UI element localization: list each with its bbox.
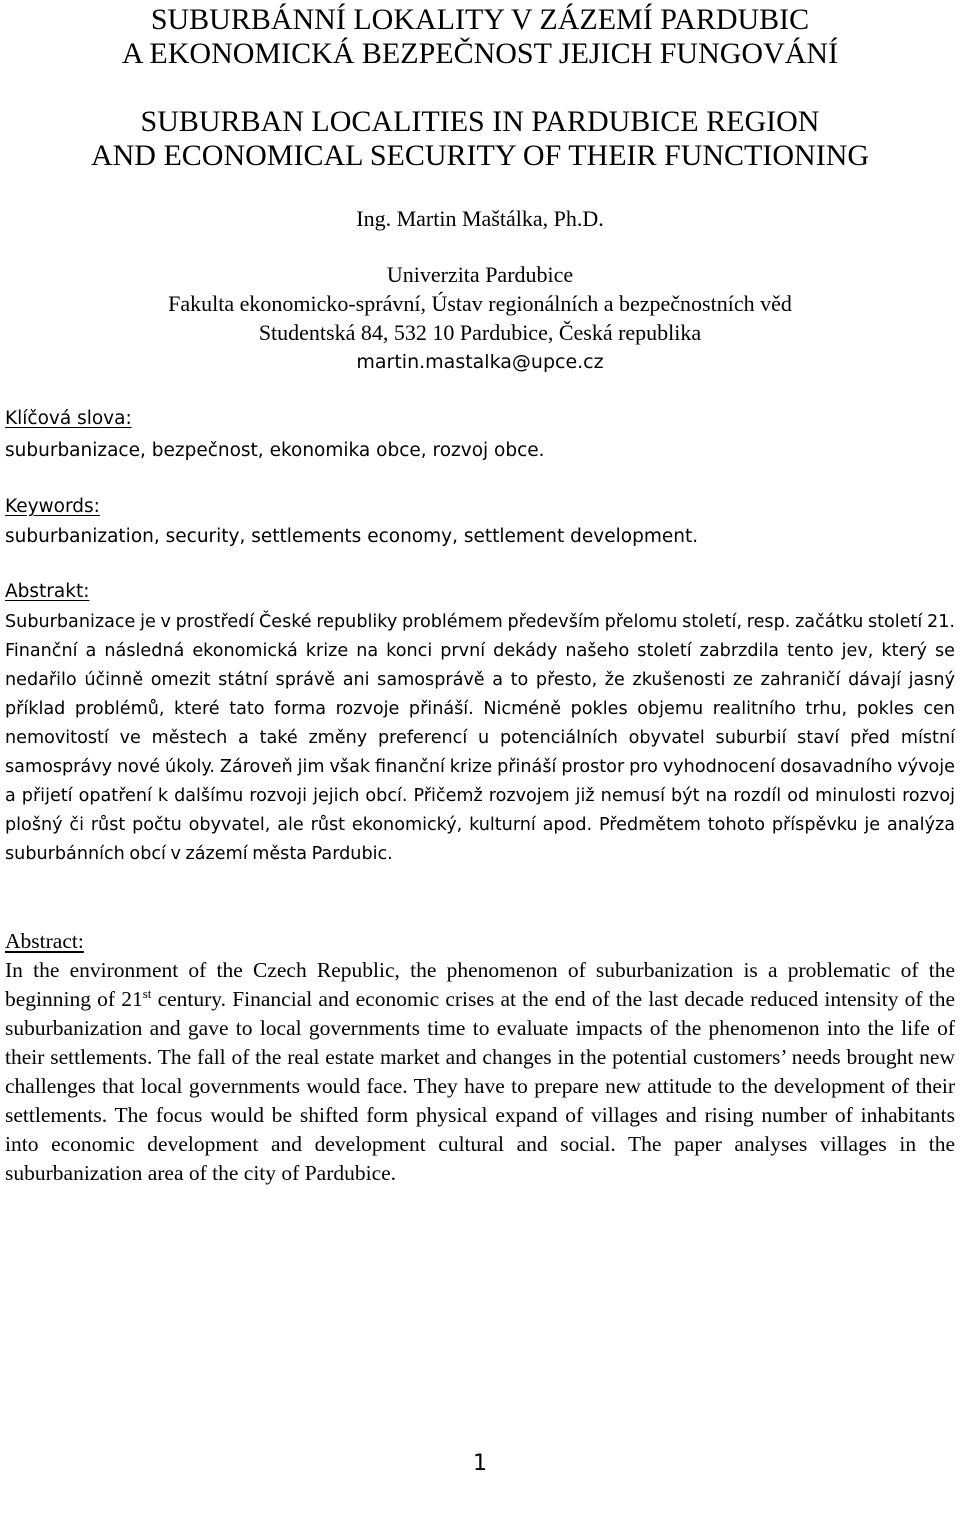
affiliation-faculty: Fakulta ekonomicko-správní, Ústav regionálních a bezpečnostních věd <box>168 291 792 316</box>
page-number: 1 <box>473 1451 487 1476</box>
abstract-cz-label: Abstrakt: <box>5 581 90 602</box>
title-cz-line-2: A EKONOMICKÁ BEZPEČNOST JEJICH FUNGOVÁNÍ <box>121 37 839 70</box>
keywords-en-label: Keywords: <box>5 496 100 517</box>
keywords-cz-text: suburbanizace, bezpečnost, ekonomika obce, rozvoj obce. <box>5 440 545 461</box>
abstract-cz-text: Suburbanizace je v prostředí České republiky problémem především přelomu století, resp. začátku století 21. Finanční a následná ekonomická krize na konci první dekády našeho století zabrzdila tento jev, který se nedařilo účinně omezit státní správě ani samosprávě a to přesto, že zkušenosti ze zahraničí dávají jasný příklad problémů, které tato forma rozvoje přináší. Nicméně pokles objemu realitního trhu, pokles cen nemovitostí ve městech a také změny preferencí u potenciálních obyvatel suburbií staví před místní samosprávy nové úkoly. Zároveň jim však finanční krize přináší prostor pro vyhodnocení dosavadního vývoje a přijetí opatření k dalšímu rozvoji jejich obcí. Přičemž rozvojem již nemusí být na rozdíl od minulosti rozvoj plošný či růst počtu obyvatel, ale růst ekonomický, kulturní apod. Předmětem tohoto příspěvku je analýza suburbánních obcí v zázemí města Pardubic. <box>5 612 955 864</box>
keywords-cz-label: Klíčová slova: <box>5 408 132 429</box>
title-en-line-1: SUBURBAN LOCALITIES IN PARDUBICE REGION <box>140 105 820 138</box>
keywords-en-text: suburbanization, security, settlements economy, settlement development. <box>5 526 699 547</box>
title-en-line-2: AND ECONOMICAL SECURITY OF THEIR FUNCTIONING <box>90 139 870 172</box>
author-email: martin.mastalka@upce.cz <box>356 351 604 373</box>
affiliation-address: Studentská 84, 532 10 Pardubice, Česká republika <box>258 320 702 345</box>
title-cz-line-1: SUBURBÁNNÍ LOKALITY V ZÁZEMÍ PARDUBIC <box>150 3 810 36</box>
author-name: Ing. Martin Maštálka, Ph.D. <box>356 206 604 231</box>
affiliation-university: Univerzita Pardubice <box>386 262 574 287</box>
abstract-en-label: Abstract: <box>5 929 84 953</box>
abstract-en-text: In the environment of the Czech Republic, the phenomenon of suburbanization is a problematic of the beginning of 21st century. Financial and economic crises at the end of the last decade reduced intensity of the suburbanization and gave to local governments time to evaluate impacts of the phenomenon into the life of their settlements. The fall of the real estate market and changes in the potential customers’ needs brought new challenges that local governments would face. They have to prepare new attitude to the development of their settlements. The focus would be shifted form physical expand of villages and rising number of inhabitants into economic development and development cultural and social. The paper analyses villages in the suburbanization area of the city of Pardubice. <box>5 958 955 1185</box>
